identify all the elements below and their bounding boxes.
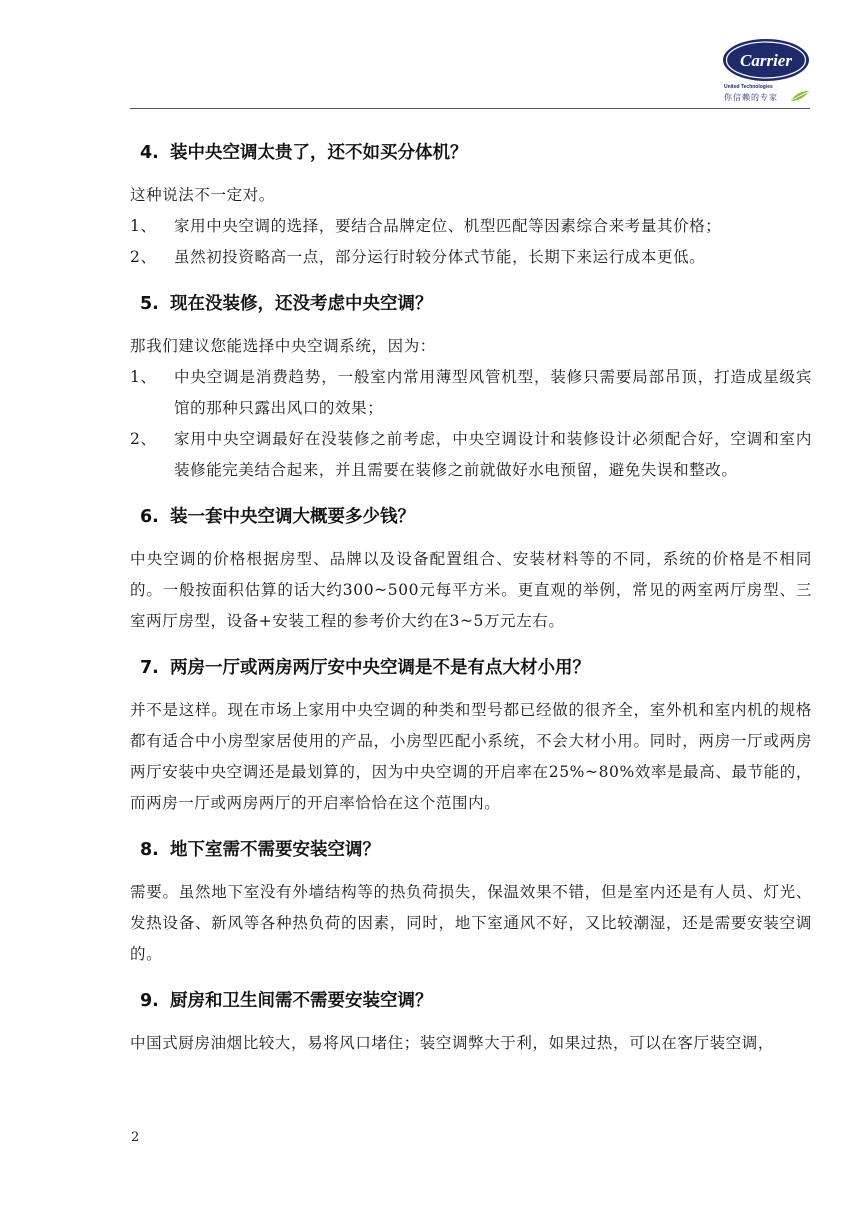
section-body: 需要。虽然地下室没有外墙结构等的热负荷损失，保温效果不错，但是室内还是有人员、灯光、发热设备、新风等各种热负荷的因素，同时，地下室通风不好，又比较潮湿，还是需要安装空调的。 [130,883,812,963]
section-number: 4. [140,143,159,163]
list-item-text: 家用中央空调最好在没装修之前考虑，中央空调设计和装修设计必须配合好，空调和室内装修能完美结合起来，并且需要在装修之前就做好水电预留，避免失误和整改。 [174,430,812,479]
section-heading [130,655,812,681]
section-number: 8. [140,840,159,860]
list-item-number: 1、 [130,217,157,235]
section-4 [130,140,812,273]
section-number: 9. [140,991,159,1011]
header-divider [130,108,810,109]
section-title: 厨房和卫生间需不需要安装空调？ [170,991,433,1011]
section-number: 5. [140,294,159,314]
section-body: 中国式厨房油烟比较大，易将风口堵住；装空调弊大于利，如果过热，可以在客厅装空调， [130,1034,775,1052]
list-item-text: 虽然初投资略高一点，部分运行时较分体式节能，长期下来运行成本更低。 [174,248,706,266]
section-heading [130,140,812,166]
leaf-icon [790,90,810,102]
list-item-number: 2、 [130,430,157,448]
section-body: 中央空调的价格根据房型、品牌以及设备配置组合、安装材料等的不同，系统的价格是不相同的。一般按面积估算的话大约300~500元每平方米。更直观的举例，常见的两室两厅房型、三室两厅房型，设备+安装工程的参考价大约在3~5万元左右。 [130,550,812,630]
section-title: 地下室需不需要安装空调？ [170,840,380,860]
section-6 [130,504,812,637]
list-item [130,211,812,242]
section-heading [130,504,812,530]
section-title: 装中央空调太贵了，还不如买分体机？ [170,143,468,163]
carrier-logo [722,38,812,108]
section-number: 7. [140,658,159,678]
section-8 [130,837,812,970]
section-9 [130,988,812,1059]
list-item [130,362,812,424]
list-item-text: 家用中央空调的选择，要结合品牌定位、机型匹配等因素综合来考量其价格； [174,217,722,235]
document-body [130,128,812,1059]
section-number: 6. [140,507,159,527]
list-item [130,424,812,486]
list-item-text: 中央空调是消费趋势，一般室内常用薄型风管机型，装修只需要局部吊顶，打造成星级宾馆的那种只露出风口的效果； [174,368,812,417]
section-heading [130,837,812,863]
section-body: 并不是这样。现在市场上家用中央空调的种类和型号都已经做的很齐全，室外机和室内机的规格都有适合中小房型家居使用的产品，小房型匹配小系统，不会大材小用。同时，两房一厅或两房两厅安装中央空调还是最划算的，因为中央空调的开启率在25%~80%效率是最高、最节能的，而两房一厅或两房两厅的开启率恰恰在这个范围内。 [130,701,812,812]
carrier-logo-oval [722,38,810,82]
section-title: 两房一厅或两房两厅安中央空调是不是有点大材小用？ [170,658,590,678]
list-item-number: 2、 [130,248,157,266]
section-heading [130,291,812,317]
section-title: 现在没装修，还没考虑中央空调？ [170,294,433,314]
section-heading [130,988,812,1014]
page-number: 2 [131,1130,140,1145]
list-item [130,242,812,273]
logo-tagline [724,84,812,102]
logo-company: United Technologies [724,84,773,90]
section-intro: 那我们建议您能选择中央空调系统，因为： [130,337,436,355]
section-title: 装一套中央空调大概要多少钱？ [170,507,415,527]
logo-brand-text: Carrier [740,51,792,70]
section-7 [130,655,812,819]
section-intro: 这种说法不一定对。 [130,186,275,204]
section-5 [130,291,812,486]
list-item-number: 1、 [130,368,157,386]
logo-slogan: 你信赖的专家 [724,93,778,102]
